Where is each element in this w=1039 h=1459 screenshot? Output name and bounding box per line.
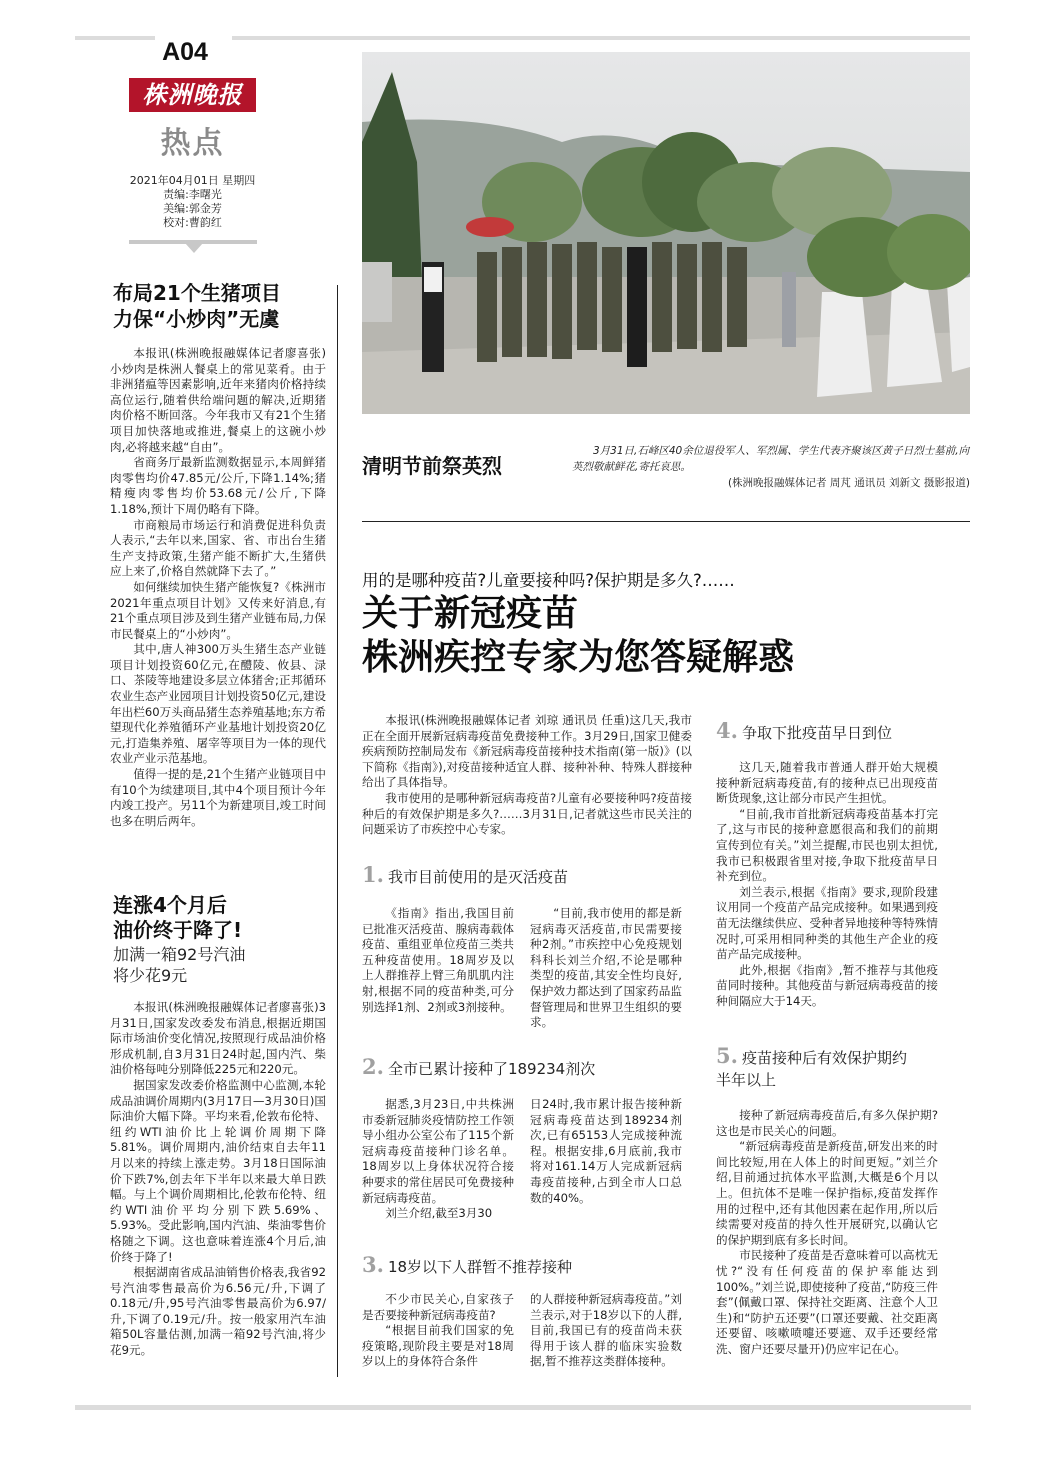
photo-caption-text: 3月31日,石峰区40余位退役军人、军烈属、学生代表齐聚该区黄子日烈士墓前,向英烈敬献鲜花,寄托哀思。 [572, 445, 970, 473]
paragraph: 据国家发改委价格监测中心监测,本轮成品油调价周期内(3月17日—3月30日)国际油价大幅下降。平均来看,伦敦布伦特、纽约WTI油价比上轮调价周期下降5.81%。调价周期内,油价结束自去年11月以来的持续上涨走势。3月18日国际油价下跌7%,创去年下半年以来最大单日跌幅。与上个调价周期相比,伦敦布伦特、纽约WTI油价平均分别下跌5.69%、5.93%。受此影响,国内汽油、柴油零售价格随之下调。这也意味着连涨4个月后,油价终于降了! [110, 1077, 326, 1264]
paragraph: 本报讯(株洲晚报融媒体记者 刘琼 通讯员 任重)这几天,我市正在全面开展新冠病毒疫苗免费接种工作。3月29日,国家卫健委疾病预防控制局发布《新冠病毒疫苗接种技术指南(第一版)》(以下简称《指南》),对疫苗接种适宜人群、接种补种、特殊人群接种给出了具体指导。 [362, 713, 692, 790]
section-number: 2. [362, 1054, 384, 1079]
paragraph: 如何继续加快生猪产能恢复?《株洲市2021年重点项目计划》又传来好消息,有21个重点项目涉及到生猪产业链布局,力保市民餐桌上的“小炒肉”。 [110, 579, 326, 641]
oil-subheadline [113, 944, 333, 986]
footer-rule [75, 1405, 971, 1410]
paragraph: 本报讯(株洲晚报融媒体记者廖喜张)3月31日,国家发改委发布消息,根据近期国际市场油价变化情况,按照现行成品油价格形成机制,自3月31日24时起,国内汽、柴油价格每吨分别降低225元和220元。 [110, 1000, 326, 1077]
meta-arrow-icon [185, 243, 203, 253]
paragraph: 接种了新冠病毒疫苗后,有多久保护期?这也是市民关心的问题。 [716, 1108, 938, 1138]
section-4-heading [716, 718, 892, 743]
memorial-photo [362, 52, 970, 414]
paragraph: 刘兰表示,根据《指南》要求,现阶段建议用同一个疫苗产品完成接种。如果遇到疫苗无法继续供应、受种者异地接种等特殊情况时,可采用相同种类的其他生产企业的疫苗产品完成接种。 [716, 884, 938, 962]
paragraph: 本报讯(株洲晚报融媒体记者廖喜张)小炒肉是株洲人餐桌上的常见菜肴。由于非洲猪瘟等因素影响,近年来猪肉价格持续高位运行,随着供给端问题的解决,近期猪肉价格不断回落。今年我市又有21个生猪项目加快落地或推进,餐桌上的这碗小炒肉,必将越来越“自由”。 [110, 346, 326, 454]
photo-caption [572, 443, 970, 491]
section-2-heading [362, 1054, 595, 1079]
photo-caption-title: 清明节前祭英烈 [362, 454, 502, 478]
section-1-heading [362, 862, 568, 887]
section-divider [362, 521, 970, 522]
section-1-col-b [530, 906, 682, 1031]
pork-headline-line2: 力保“小炒肉”无虞 [113, 307, 280, 331]
section-1-col-a [362, 906, 514, 1015]
paragraph: 据悉,3月23日,中共株洲市委新冠肺炎疫情防控工作领导小组办公室公布了115个新冠病毒疫苗接种门诊名单。18周岁以上身体状况符合接种要求的常住居民可免费接种新冠病毒疫苗。 [362, 1097, 514, 1205]
vaccine-headline-line2: 株洲疾控专家为您答疑解惑 [362, 637, 795, 678]
section-4-body [716, 760, 938, 1010]
paragraph: “目前,我市首批新冠病毒疫苗基本打完了,这与市民的接种意愿很高和我们的前期宣传到位有关。”刘兰提醒,市民也别太担忧,我市已积极跟省里对接,争取下批疫苗早日补充到位。 [716, 806, 938, 884]
section-number: 5. [716, 1043, 738, 1068]
paragraph: 刘兰介绍,截至3月30 [385, 1206, 493, 1221]
section-number: 4. [716, 718, 738, 743]
column-divider [337, 285, 338, 1377]
paragraph: 《指南》指出,我国目前已批准灭活疫苗、腺病毒载体疫苗、重组亚单位疫苗三类共五种疫苗使用。18周岁及以上人群推荐上臂三角肌肌内注射,根据不同的疫苗种类,可分别选择1剂、2剂或3剂接种。 [362, 906, 514, 1014]
editor: 责编:李曙光 [163, 188, 222, 201]
section-heading-text: 争取下批疫苗早日到位 [741, 724, 892, 742]
pork-article-body [110, 346, 326, 829]
vaccine-kicker: 用的是哪种疫苗?儿童要接种吗?保护期是多久?…… [362, 571, 735, 590]
paragraph: “根据目前我们国家的免疫策略,现阶段主要是对18周岁以上的身体符合条件 [362, 1323, 514, 1369]
section-number: 3. [362, 1252, 384, 1277]
paragraph: 此外,根据《指南》,暂不推荐与其他疫苗同时接种。其他疫苗与新冠病毒疫苗的接种间隔应大于14天。 [716, 962, 938, 1008]
oil-headline-line1: 连涨4个月后 [113, 893, 227, 917]
section-2-col-b [530, 1097, 682, 1206]
paragraph: 这几天,随着我市普通人群开始大规模接种新冠病毒疫苗,有的接种点已出现疫苗断货现象,这让部分市民产生担忧。 [716, 760, 938, 806]
oil-sub-line1: 加满一箱92号汽油 [113, 945, 246, 964]
pork-headline-line1: 布局21个生猪项目 [113, 281, 281, 305]
paragraph: 值得一提的是,21个生猪产业链项目中有10个为续建项目,其中4个项目预计今年内竣工投产。另11个为新建项目,竣工时间也多在明后两年。 [110, 767, 326, 828]
section-heading-text: 18岁以下人群暂不推荐接种 [387, 1258, 573, 1276]
section-3-heading [362, 1252, 572, 1277]
paragraph: “目前,我市使用的都是新冠病毒灭活疫苗,市民需要接种2剂。”市疾控中心免疫规划科科长刘兰介绍,不论是哪种类型的疫苗,其安全性均良好,保护效力都达到了国家药品监督管理局和世界卫生组织的要求。 [530, 906, 682, 1030]
paragraph: 我市使用的是哪种新冠病毒疫苗?儿童有必要接种吗?疫苗接种后的有效保护期是多久?……3月31日,记者就这些市民关注的问题采访了市疾控中心专家。 [362, 790, 692, 837]
masthead-logo: 株洲晚报 [129, 78, 256, 112]
paragraph: 不少市民关心,自家孩子是否要接种新冠病毒疫苗? [362, 1292, 514, 1322]
vaccine-headline-line1: 关于新冠疫苗 [362, 593, 579, 634]
paragraph: 根据湖南省成品油销售价格表,我省92号汽油零售最高价为6.56元/升,下调了0.18元/升,95号汽油零售最高价为6.97/升,下调了0.19元/升。按一般家用汽车油箱50L容量估测,加满一箱92号汽油,将少花9元。 [110, 1265, 326, 1358]
section-heading-text: 全市已累计接种了189234剂次 [387, 1060, 596, 1078]
page-meta [110, 174, 275, 230]
issue-date: 2021年04月01日 星期四 [129, 174, 256, 187]
photo-credit: (株洲晚报融媒体记者 周芃 通讯员 刘新文 摄影报道) [727, 477, 970, 489]
proofreader: 校对:曹韵红 [163, 216, 222, 229]
paragraph: “新冠病毒疫苗是新疫苗,研发出来的时间比较短,用在人体上的时间更短。”刘兰介绍,目前通过抗体水平监测,大概是6个月以上。但抗体不是唯一保护指标,疫苗发挥作用的过程中,还有其他因素在起作用,所以后续需要对疫苗的持久性开展研究,以确认它的保护期到底有多长时间。 [716, 1139, 938, 1247]
oil-headline [113, 893, 333, 943]
top-rule-right [232, 36, 970, 40]
paragraph: 的人群接种新冠病毒疫苗。”刘兰表示,对于18岁以下的人群,目前,我国已有的疫苗尚未获得用于该人群的临床实验数据,暂不推荐这类群体接种。 [530, 1292, 682, 1369]
section-heading-text: 我市目前使用的是灭活疫苗 [387, 868, 568, 886]
page-number: A04 [162, 38, 208, 66]
oil-sub-line2: 将少花9元 [113, 966, 188, 985]
paragraph: 省商务厅最新监测数据显示,本周鲜猪肉零售均价47.85元/公斤,下降1.14%;猪精瘦肉零售均价53.68元/公斤,下降1.18%,预计下周仍略有下降。 [110, 455, 326, 516]
paragraph: 日24时,我市累计报告接种新冠病毒疫苗达到189234剂次,已有65153人完成接种流程。根据安排,6月底前,我市将对161.14万人完成新冠病毒疫苗接种,占到全市人口总数的40%。 [530, 1097, 682, 1205]
designer: 美编:郭金芳 [163, 202, 222, 215]
section-title: 热点 [160, 126, 225, 161]
vaccine-intro [362, 713, 692, 838]
paragraph: 市商粮局市场运行和消费促进科负责人表示,“去年以来,国家、省、市出台生猪生产支持政策,生猪产能不断扩大,生猪供应上来了,价格自然就降下去了。” [110, 517, 326, 579]
section-3-col-b [530, 1292, 682, 1370]
section-number: 1. [362, 862, 384, 887]
paragraph: 其中,唐人神300万头生猪生态产业链项目计划投资60亿元,在醴陵、攸县、渌口、茶陵等地建设多层立体猪舍;正邦循环农业生态产业园项目计划投资50亿元,建设年出栏60万头商品猪生态养殖基地;东方希望现代化养殖循环产业基地计划投资20亿元,打造集养殖、屠宰等项目为一体的现代农业产业示范基地。 [110, 642, 326, 766]
pork-headline [113, 280, 333, 332]
section-5-body [716, 1108, 938, 1358]
section-heading-text: 疫苗接种后有效保护期约 [741, 1049, 907, 1067]
memorial-photo-icon [362, 52, 970, 414]
oil-article-body [110, 1000, 326, 1359]
oil-headline-line2: 油价终于降了! [113, 918, 243, 942]
section-5-heading [716, 1045, 946, 1091]
section-3-col-a [362, 1292, 514, 1370]
paragraph: 市民接种了疫苗是否意味着可以高枕无忧?“没有任何疫苗的保护率能达到100%。”刘兰说,即使接种了疫苗,“防疫三件套”(佩戴口罩、保持社交距离、注意个人卫生)和“防护五还要”(口罩还要戴、社交距离还要留、咳嗽喷嚏还要遮、双手还要经常洗、窗户还要尽量开)仍应牢记在心。 [716, 1248, 938, 1356]
vaccine-headline [362, 592, 794, 680]
section-heading-text-line2: 半年以上 [716, 1071, 777, 1089]
section-2-col-a [362, 1097, 514, 1222]
